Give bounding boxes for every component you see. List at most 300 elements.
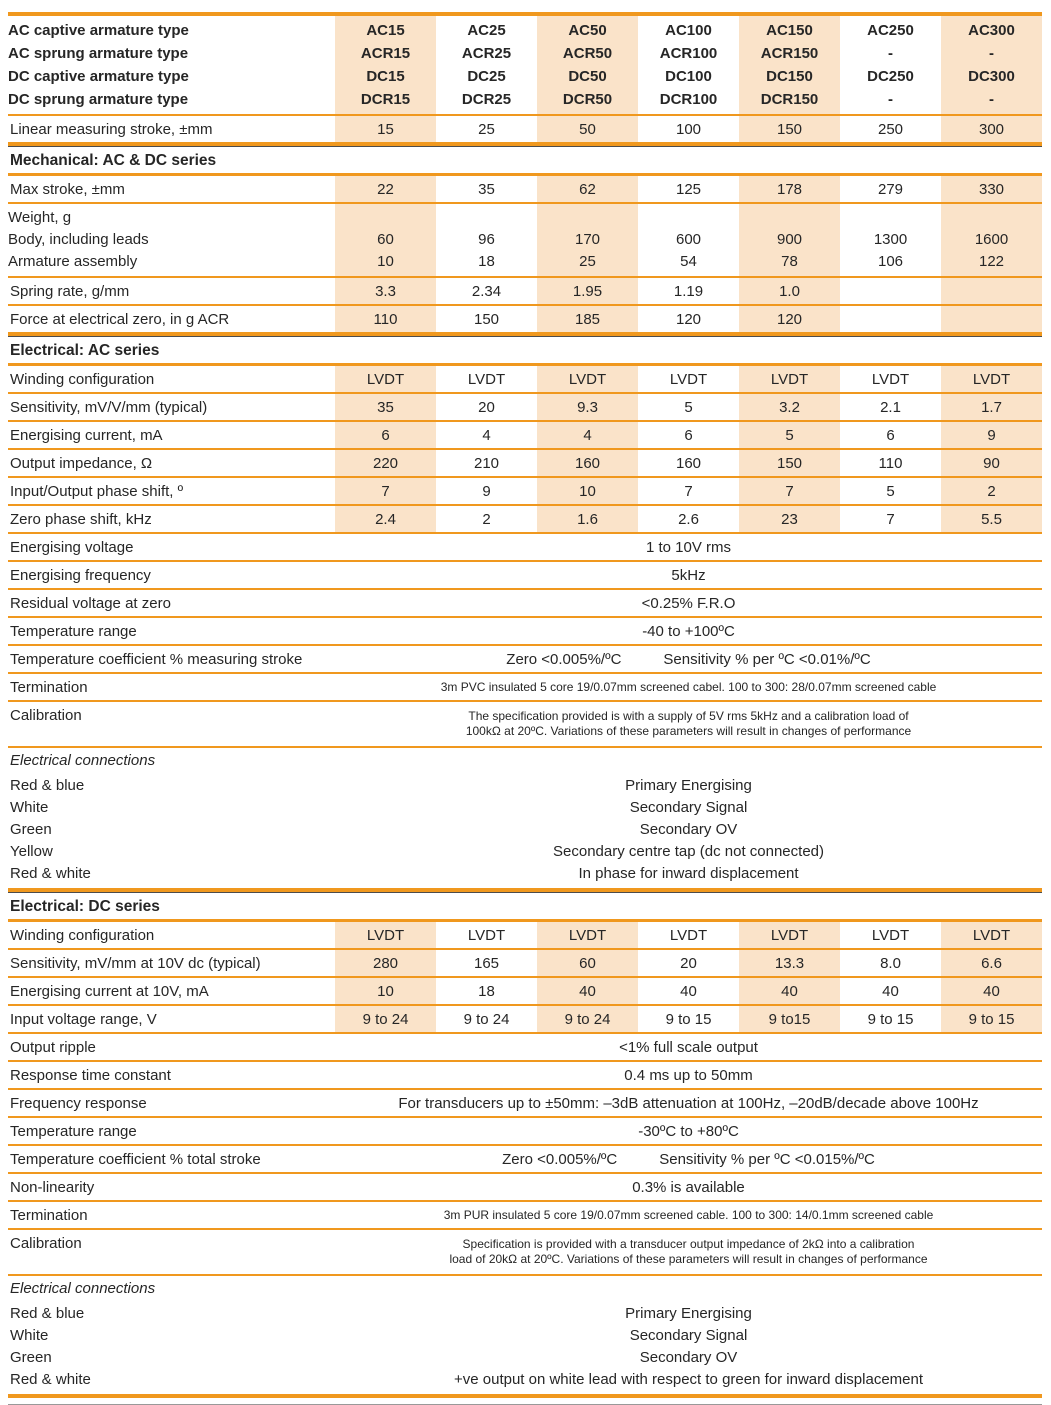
row-dc-termination bbox=[8, 1202, 1042, 1230]
cell: 8.0 bbox=[880, 954, 901, 972]
cell: LVDT bbox=[739, 366, 840, 392]
cell: DC150 bbox=[766, 68, 813, 85]
row-dc-input-voltage bbox=[8, 1006, 1042, 1034]
connection-row bbox=[8, 840, 1042, 862]
cell: 40 bbox=[537, 978, 638, 1004]
model-column bbox=[941, 16, 1042, 114]
row-spring-rate bbox=[8, 278, 1042, 306]
row-cells bbox=[335, 394, 1042, 420]
cell: 25 bbox=[478, 120, 495, 138]
row-ac-phase-shift bbox=[8, 478, 1042, 506]
cell: 2 bbox=[482, 510, 491, 528]
cell: AC150 bbox=[766, 22, 813, 39]
cell: DCR100 bbox=[659, 91, 718, 108]
calibration-line: load of 20kΩ at 20ºC. Variations of these parameters will result in changes of performance bbox=[449, 1252, 928, 1266]
cell: AC100 bbox=[665, 22, 712, 39]
cell: DC50 bbox=[568, 68, 607, 85]
connection-row bbox=[8, 1368, 1042, 1390]
connections-title: Electrical connections bbox=[10, 1280, 156, 1297]
cell: 1.19 bbox=[673, 282, 704, 300]
cell: 170 bbox=[574, 231, 601, 248]
row-ac-zero-phase bbox=[8, 506, 1042, 534]
cell: ACR100 bbox=[659, 45, 718, 62]
cell: DCR50 bbox=[562, 91, 613, 108]
cell: 5.5 bbox=[941, 506, 1042, 532]
row-label: Temperature range bbox=[10, 622, 137, 640]
temp-coeff-zero: Zero <0.005%/ºC bbox=[502, 1150, 618, 1168]
row-label: Energising current at 10V, mA bbox=[10, 982, 209, 1000]
cell: 7 bbox=[335, 478, 436, 504]
row-ac-energising-voltage bbox=[8, 534, 1042, 562]
row-label: Force at electrical zero, in g ACR bbox=[10, 310, 230, 328]
cell: 280 bbox=[335, 950, 436, 976]
cell: 10 bbox=[537, 478, 638, 504]
row-label: Calibration bbox=[10, 1235, 82, 1252]
row-weight-group bbox=[8, 204, 1042, 278]
wire-function: Primary Energising bbox=[625, 776, 752, 794]
row-value: <1% full scale output bbox=[619, 1038, 758, 1056]
row-label: Temperature coefficient % measuring stroke bbox=[10, 650, 303, 668]
row-ac-residual-voltage bbox=[8, 590, 1042, 618]
cell: 7 bbox=[739, 478, 840, 504]
cell: 13.3 bbox=[739, 950, 840, 976]
cell: ACR15 bbox=[360, 45, 411, 62]
row-label: Sensitivity, mV/V/mm (typical) bbox=[10, 398, 208, 416]
cell: 96 bbox=[478, 231, 495, 248]
cell-group bbox=[638, 204, 739, 276]
row-ac-winding bbox=[8, 366, 1042, 394]
cell: ACR150 bbox=[760, 45, 819, 62]
cell: 9 to15 bbox=[739, 1006, 840, 1032]
cell: 18 bbox=[478, 253, 495, 270]
cell bbox=[537, 207, 638, 229]
wire-label: Green bbox=[10, 820, 52, 838]
cell: 600 bbox=[675, 231, 702, 248]
model-header-labels bbox=[8, 16, 335, 114]
cell bbox=[941, 306, 1042, 332]
cell bbox=[840, 278, 941, 304]
cell: 330 bbox=[941, 176, 1042, 202]
cell: 185 bbox=[537, 306, 638, 332]
cell: 2.6 bbox=[678, 510, 699, 528]
cell-group bbox=[436, 204, 537, 276]
connection-row bbox=[8, 1324, 1042, 1346]
cell: 1.95 bbox=[537, 278, 638, 304]
cell: 2.1 bbox=[880, 398, 901, 416]
row-label: Output ripple bbox=[10, 1038, 96, 1056]
row-cells bbox=[335, 422, 1042, 448]
cell bbox=[941, 278, 1042, 304]
row-cells bbox=[335, 506, 1042, 532]
row-dc-frequency-response bbox=[8, 1090, 1042, 1118]
row-label: Body, including leads bbox=[8, 231, 149, 248]
cell: 6 bbox=[684, 426, 693, 444]
model-row-label: DC sprung armature type bbox=[8, 91, 189, 108]
cell: 9 bbox=[482, 482, 491, 500]
row-label: Sensitivity, mV/mm at 10V dc (typical) bbox=[10, 954, 261, 972]
cell: 9 to 15 bbox=[665, 1010, 712, 1028]
model-row-label: AC sprung armature type bbox=[8, 45, 189, 62]
model-column bbox=[537, 16, 638, 114]
cell-group bbox=[537, 204, 638, 276]
cell: AC25 bbox=[467, 22, 506, 39]
cell: 150 bbox=[739, 116, 840, 142]
calibration-line: The specification provided is with a supply of 5V rms 5kHz and a calibration load of bbox=[468, 709, 909, 723]
cell: LVDT bbox=[467, 926, 506, 944]
row-label: Output impedance, Ω bbox=[10, 454, 153, 472]
row-ac-temperature-range bbox=[8, 618, 1042, 646]
section-title-electrical-dc: Electrical: DC series bbox=[10, 898, 160, 915]
cell: 20 bbox=[478, 398, 495, 416]
wire-label: Red & white bbox=[10, 1370, 91, 1388]
cell: 78 bbox=[781, 253, 798, 270]
row-label: Linear measuring stroke, ±mm bbox=[10, 120, 213, 138]
cell: 35 bbox=[335, 394, 436, 420]
connection-row bbox=[8, 1302, 1042, 1324]
row-label: Weight, g bbox=[8, 209, 72, 226]
model-header-cells bbox=[335, 16, 1042, 114]
cell: 90 bbox=[941, 450, 1042, 476]
row-value: 1 to 10V rms bbox=[645, 538, 732, 556]
cell: AC15 bbox=[366, 22, 405, 39]
cell: 7 bbox=[886, 510, 895, 528]
cell: 10 bbox=[335, 978, 436, 1004]
row-dc-calibration bbox=[8, 1230, 1042, 1276]
row-cells bbox=[335, 1006, 1042, 1032]
row-dc-output-ripple bbox=[8, 1034, 1042, 1062]
row-value: 0.4 ms up to 50mm bbox=[624, 1066, 753, 1084]
row-dc-current bbox=[8, 978, 1042, 1006]
connection-row bbox=[8, 862, 1042, 884]
cell: 120 bbox=[739, 306, 840, 332]
cell: 23 bbox=[739, 506, 840, 532]
cell bbox=[840, 207, 941, 229]
row-value: 3m PVC insulated 5 core 19/0.07mm screened cabel. 100 to 300: 28/0.07mm screened cable bbox=[440, 679, 937, 694]
row-value: 3m PUR insulated 5 core 19/0.07mm screened cable. 100 to 300: 14/0.1mm screened cable bbox=[443, 1207, 934, 1222]
cell: 15 bbox=[335, 116, 436, 142]
cell: 160 bbox=[537, 450, 638, 476]
row-ac-current bbox=[8, 422, 1042, 450]
model-column bbox=[638, 16, 739, 114]
row-dc-response-time bbox=[8, 1062, 1042, 1090]
cell: 100 bbox=[675, 120, 702, 138]
cell bbox=[739, 207, 840, 229]
row-label: Input/Output phase shift, º bbox=[10, 482, 184, 500]
cell-group bbox=[739, 204, 840, 276]
section-title-electrical-ac: Electrical: AC series bbox=[10, 342, 160, 359]
cell: LVDT bbox=[941, 922, 1042, 948]
cell: 300 bbox=[941, 116, 1042, 142]
cell: DCR25 bbox=[461, 91, 512, 108]
cell: 40 bbox=[941, 978, 1042, 1004]
model-column bbox=[436, 16, 537, 114]
row-label: Winding configuration bbox=[10, 370, 155, 388]
cell: 7 bbox=[684, 482, 693, 500]
cell: LVDT bbox=[537, 366, 638, 392]
cell: LVDT bbox=[467, 370, 506, 388]
wire-label: White bbox=[10, 1326, 49, 1344]
row-label: Energising voltage bbox=[10, 538, 134, 556]
cell: LVDT bbox=[669, 926, 708, 944]
cell: 122 bbox=[978, 253, 1005, 270]
wire-label: White bbox=[10, 798, 49, 816]
cell bbox=[941, 207, 1042, 229]
cell: 3.2 bbox=[739, 394, 840, 420]
wire-label: Yellow bbox=[10, 842, 53, 860]
cell: 1.6 bbox=[537, 506, 638, 532]
cell: ACR25 bbox=[461, 45, 512, 62]
cell-group bbox=[335, 204, 436, 276]
cell: DC300 bbox=[968, 68, 1015, 85]
cell: 6 bbox=[886, 426, 895, 444]
cell: 250 bbox=[877, 120, 904, 138]
cell: 25 bbox=[579, 253, 596, 270]
temp-coeff-sensitivity: Sensitivity % per ºC <0.015%/ºC bbox=[659, 1150, 875, 1168]
cell: 9 to 24 bbox=[463, 1010, 510, 1028]
cell: - bbox=[989, 91, 994, 108]
cell: ACR50 bbox=[562, 45, 613, 62]
row-dc-winding bbox=[8, 922, 1042, 950]
cell: LVDT bbox=[941, 366, 1042, 392]
temp-coeff-sensitivity: Sensitivity % per ºC <0.01%/ºC bbox=[663, 650, 871, 668]
row-label: Calibration bbox=[10, 707, 82, 724]
cell: 60 bbox=[537, 950, 638, 976]
cell: 9 to 24 bbox=[335, 1006, 436, 1032]
row-cells bbox=[335, 116, 1042, 142]
row-cells bbox=[335, 204, 1042, 276]
wire-label: Red & blue bbox=[10, 1304, 85, 1322]
row-cells bbox=[335, 478, 1042, 504]
model-column bbox=[739, 16, 840, 114]
row-dc-temp-coefficient bbox=[8, 1146, 1042, 1174]
cell: 50 bbox=[537, 116, 638, 142]
cell: 2.34 bbox=[471, 282, 502, 300]
cell: 40 bbox=[882, 982, 899, 1000]
row-value: 0.3% is available bbox=[632, 1178, 745, 1196]
row-ac-sensitivity bbox=[8, 394, 1042, 422]
cell: 9 to 15 bbox=[941, 1006, 1042, 1032]
cell: 9.3 bbox=[537, 394, 638, 420]
row-label: Response time constant bbox=[10, 1066, 171, 1084]
connections-title: Electrical connections bbox=[10, 752, 156, 769]
row-values bbox=[335, 1146, 1042, 1172]
cell bbox=[335, 207, 436, 229]
cell: 5 bbox=[739, 422, 840, 448]
row-label: Spring rate, g/mm bbox=[10, 282, 130, 300]
row-ac-temp-coefficient bbox=[8, 646, 1042, 674]
row-label: Non-linearity bbox=[10, 1178, 95, 1196]
cell: DC100 bbox=[665, 68, 712, 85]
cell: 5 bbox=[684, 398, 693, 416]
row-ac-impedance bbox=[8, 450, 1042, 478]
model-column bbox=[335, 16, 436, 114]
cell: 1300 bbox=[873, 231, 908, 248]
row-cells bbox=[335, 978, 1042, 1004]
cell: 178 bbox=[739, 176, 840, 202]
cell: - bbox=[989, 45, 994, 62]
cell: 210 bbox=[473, 454, 500, 472]
cell: 54 bbox=[680, 253, 697, 270]
cell bbox=[638, 207, 739, 229]
cell bbox=[436, 207, 537, 229]
row-value: 5kHz bbox=[671, 566, 706, 584]
model-column bbox=[840, 16, 941, 114]
wire-function: Secondary OV bbox=[639, 820, 738, 838]
cell: 1.7 bbox=[941, 394, 1042, 420]
cell: 5 bbox=[886, 482, 895, 500]
cell-group bbox=[941, 204, 1042, 276]
cell: 4 bbox=[537, 422, 638, 448]
row-label: Temperature coefficient % total stroke bbox=[10, 1150, 261, 1168]
cell: 4 bbox=[482, 426, 491, 444]
cell: 6 bbox=[335, 422, 436, 448]
cell: 150 bbox=[473, 310, 500, 328]
bottom-rule bbox=[8, 1394, 1042, 1398]
cell: DC25 bbox=[467, 68, 506, 85]
cell: 10 bbox=[377, 253, 394, 270]
cell: 120 bbox=[675, 310, 702, 328]
row-cells bbox=[335, 278, 1042, 304]
cell: AC250 bbox=[867, 22, 914, 39]
row-label: Termination bbox=[10, 678, 88, 696]
wire-function: Primary Energising bbox=[625, 1304, 752, 1322]
cell: 2.4 bbox=[335, 506, 436, 532]
cell: 125 bbox=[675, 180, 702, 198]
row-value: -40 to +100ºC bbox=[642, 622, 735, 640]
cell: 1.0 bbox=[739, 278, 840, 304]
cell: 9 bbox=[941, 422, 1042, 448]
row-force-electrical-zero bbox=[8, 306, 1042, 332]
row-dc-nonlinearity bbox=[8, 1174, 1042, 1202]
cell: 106 bbox=[877, 253, 904, 270]
cell: 160 bbox=[675, 454, 702, 472]
cell: 1600 bbox=[974, 231, 1009, 248]
row-dc-sensitivity bbox=[8, 950, 1042, 978]
cell bbox=[840, 306, 941, 332]
cell: LVDT bbox=[669, 370, 708, 388]
section-title-mechanical: Mechanical: AC & DC series bbox=[10, 152, 217, 169]
row-value bbox=[335, 702, 1042, 746]
cell: LVDT bbox=[871, 370, 910, 388]
row-value: -30ºC to +80ºC bbox=[638, 1122, 739, 1140]
row-max-stroke bbox=[8, 176, 1042, 204]
row-label: Zero phase shift, kHz bbox=[10, 510, 152, 528]
row-values bbox=[335, 646, 1042, 672]
spec-sheet bbox=[8, 12, 1042, 1405]
row-value: For transducers up to ±50mm: –3dB attenuation at 100Hz, –20dB/decade above 100Hz bbox=[398, 1094, 979, 1112]
row-cells bbox=[335, 450, 1042, 476]
cell: 40 bbox=[680, 982, 697, 1000]
cell: LVDT bbox=[871, 926, 910, 944]
row-label: Energising frequency bbox=[10, 566, 151, 584]
connection-row bbox=[8, 796, 1042, 818]
model-row-label: DC captive armature type bbox=[8, 68, 189, 85]
cell: 220 bbox=[335, 450, 436, 476]
cell: 9 to 15 bbox=[867, 1010, 914, 1028]
weight-labels bbox=[8, 204, 335, 276]
row-label: Input voltage range, V bbox=[10, 1010, 157, 1028]
row-linear-stroke bbox=[8, 116, 1042, 142]
row-label: Temperature range bbox=[10, 1122, 137, 1140]
model-row-label: AC captive armature type bbox=[8, 22, 189, 39]
cell: - bbox=[888, 91, 893, 108]
cell: LVDT bbox=[537, 922, 638, 948]
row-dc-temperature-range bbox=[8, 1118, 1042, 1146]
row-ac-energising-frequency bbox=[8, 562, 1042, 590]
row-ac-calibration bbox=[8, 702, 1042, 748]
wire-function: Secondary OV bbox=[639, 1348, 738, 1366]
cell: 2 bbox=[941, 478, 1042, 504]
wire-function: Secondary centre tap (dc not connected) bbox=[553, 842, 824, 860]
row-label: Termination bbox=[10, 1206, 88, 1224]
row-label: Residual voltage at zero bbox=[10, 594, 171, 612]
cell: 3.3 bbox=[335, 278, 436, 304]
calibration-line: 100kΩ at 20ºC. Variations of these parameters will result in changes of performance bbox=[465, 724, 912, 738]
row-label: Max stroke, ±mm bbox=[10, 180, 125, 198]
model-header-block bbox=[8, 16, 1042, 116]
wire-function: In phase for inward displacement bbox=[578, 864, 799, 882]
row-ac-termination bbox=[8, 674, 1042, 702]
row-label: Armature assembly bbox=[8, 253, 138, 270]
cell: - bbox=[888, 45, 893, 62]
row-cells bbox=[335, 366, 1042, 392]
cell: 6.6 bbox=[941, 950, 1042, 976]
cell: DC15 bbox=[366, 68, 405, 85]
row-value bbox=[335, 1230, 1042, 1274]
connection-row bbox=[8, 1346, 1042, 1368]
row-label: Frequency response bbox=[10, 1094, 147, 1112]
calibration-line: Specification is provided with a transducer output impedance of 2kΩ into a calibration bbox=[462, 1237, 915, 1251]
cell-group bbox=[840, 204, 941, 276]
row-cells bbox=[335, 950, 1042, 976]
cell: 165 bbox=[473, 954, 500, 972]
connection-row bbox=[8, 774, 1042, 796]
cell: LVDT bbox=[335, 922, 436, 948]
row-cells bbox=[335, 306, 1042, 332]
wire-function: Secondary Signal bbox=[629, 798, 748, 816]
row-label: Winding configuration bbox=[10, 926, 155, 944]
cell: DCR15 bbox=[360, 91, 411, 108]
cell: AC300 bbox=[968, 22, 1015, 39]
row-cells bbox=[335, 922, 1042, 948]
cell: 35 bbox=[478, 180, 495, 198]
cell: 110 bbox=[335, 306, 436, 332]
cell: 9 to 24 bbox=[537, 1006, 638, 1032]
cell: 110 bbox=[878, 454, 903, 472]
connection-row bbox=[8, 818, 1042, 840]
cell: 900 bbox=[776, 231, 803, 248]
wire-label: Green bbox=[10, 1348, 52, 1366]
cell: 18 bbox=[478, 982, 495, 1000]
cell: 40 bbox=[739, 978, 840, 1004]
cell: 60 bbox=[377, 231, 394, 248]
cell: 150 bbox=[739, 450, 840, 476]
cell: 279 bbox=[877, 180, 904, 198]
cell: LVDT bbox=[335, 366, 436, 392]
cell: DC250 bbox=[867, 68, 914, 85]
row-cells bbox=[335, 176, 1042, 202]
cell: 20 bbox=[680, 954, 697, 972]
temp-coeff-zero: Zero <0.005%/ºC bbox=[506, 650, 622, 668]
cell: AC50 bbox=[568, 22, 607, 39]
cell: 62 bbox=[537, 176, 638, 202]
wire-function: Secondary Signal bbox=[629, 1326, 748, 1344]
cell: 22 bbox=[335, 176, 436, 202]
row-label: Energising current, mA bbox=[10, 426, 163, 444]
wire-function: +ve output on white lead with respect to green for inward displacement bbox=[453, 1370, 924, 1388]
wire-label: Red & blue bbox=[10, 776, 85, 794]
cell: DCR150 bbox=[760, 91, 819, 108]
